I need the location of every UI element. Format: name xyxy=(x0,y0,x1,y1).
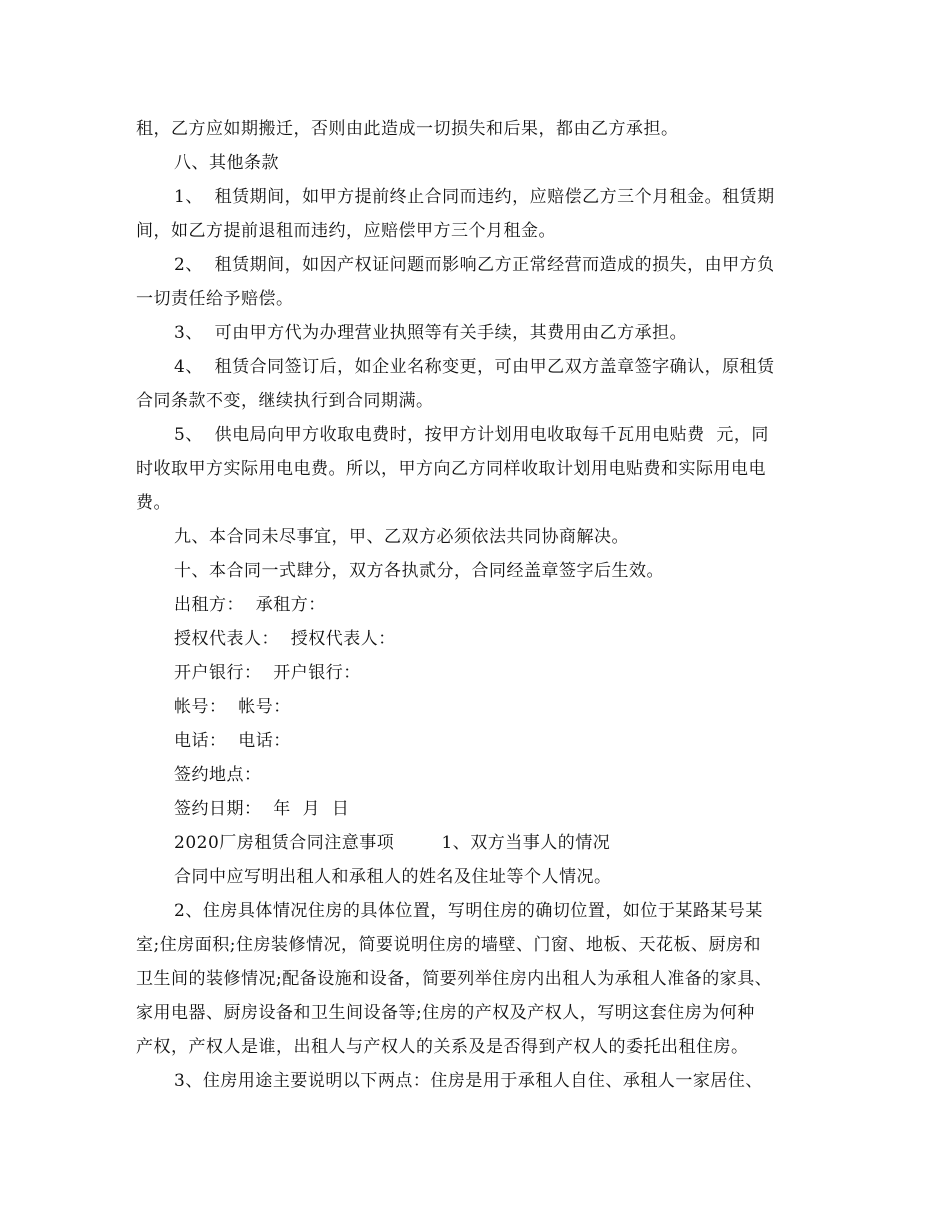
text-line: 产权，产权人是谁，出租人与产权人的关系及是否得到产权人的委托出租住房。 xyxy=(136,1037,749,1057)
text-line: 电话： 电话： xyxy=(174,731,291,751)
text-line: 八、其他条款 xyxy=(174,153,279,173)
text-line: 签约地点： xyxy=(174,765,262,785)
text-line: 帐号： 帐号： xyxy=(174,697,291,717)
text-line: 间，如乙方提前退租而违约，应赔偿甲方三个月租金。 xyxy=(136,221,556,241)
text-line: 签约日期： 年 月 日 xyxy=(174,799,350,819)
text-line: 费。 xyxy=(136,493,171,513)
text-line: 室;住房面积;住房装修情况，简要说明住房的墙壁、门窗、地板、天花板、厨房和 xyxy=(136,935,761,955)
text-line: 合同条款不变，继续执行到合同期满。 xyxy=(136,391,434,411)
text-line: 3、 可由甲方代为办理营业执照等有关手续，其费用由乙方承担。 xyxy=(174,323,688,343)
text-line: 开户银行： 开户银行： xyxy=(174,663,361,683)
text-line: 2、住房具体情况住房的具体位置，写明住房的确切位置，如位于某路某号某 xyxy=(174,901,763,921)
text-line: 租，乙方应如期搬迁，否则由此造成一切损失和后果，都由乙方承担。 xyxy=(136,119,679,139)
text-line: 时收取甲方实际用电电费。所以，甲方向乙方同样收取计划用电贴费和实际用电电 xyxy=(136,459,766,479)
text-line: 3、住房用途主要说明以下两点：住房是用于承租人自住、承租人一家居住、 xyxy=(174,1071,763,1091)
text-line: 2020厂房租赁合同注意事项 1、双方当事人的情况 xyxy=(174,833,611,853)
text-line: 九、本合同未尽事宜，甲、乙双方必须依法共同协商解决。 xyxy=(174,527,629,547)
text-line: 1、 租赁期间，如甲方提前终止合同而违约，应赔偿乙方三个月租金。租赁期 xyxy=(174,187,775,207)
text-line: 合同中应写明出租人和承租人的姓名及住址等个人情况。 xyxy=(174,867,612,887)
text-line: 卫生间的装修情况;配备设施和设备，简要列举住房内出租人为承租人准备的家具、 xyxy=(136,969,773,989)
text-line: 4、 租赁合同签订后，如企业名称变更，可由甲乙双方盖章签字确认，原租赁 xyxy=(174,357,775,377)
text-line: 授权代表人： 授权代表人： xyxy=(174,629,396,649)
text-line: 5、 供电局向甲方收取电费时，按甲方计划用电收取每千瓦用电贴费 元，同 xyxy=(174,425,769,445)
text-line: 一切责任给予赔偿。 xyxy=(136,289,294,309)
document-body xyxy=(136,112,816,1098)
text-line: 2、 租赁期间，如因产权证问题而影响乙方正常经营而造成的损失，由甲方负 xyxy=(174,255,775,275)
text-line: 十、本合同一式肆分，双方各执贰分，合同经盖章签字后生效。 xyxy=(174,561,664,581)
text-line: 出租方： 承租方： xyxy=(174,595,326,615)
text-line: 家用电器、厨房设备和卫生间设备等;住房的产权及产权人，写明这套住房为何种 xyxy=(136,1003,755,1023)
